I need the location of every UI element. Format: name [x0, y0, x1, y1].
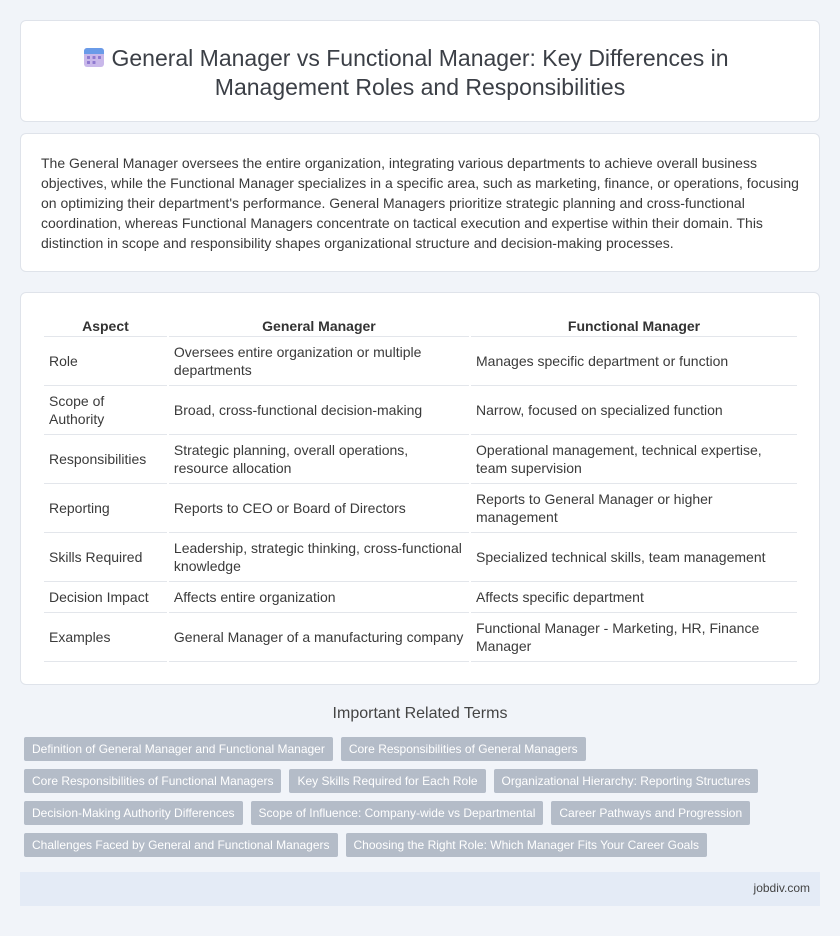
general-manager-cell: Affects entire organization — [169, 582, 469, 613]
general-manager-cell: Broad, cross-functional decision-making — [169, 386, 469, 435]
table-row — [44, 582, 797, 613]
related-term-tag[interactable]: Organizational Hierarchy: Reporting Structures — [494, 769, 759, 793]
header-aspect: Aspect — [44, 310, 167, 337]
footer — [20, 872, 820, 906]
title-card — [20, 20, 820, 122]
table-row — [44, 613, 797, 662]
functional-manager-cell: Reports to General Manager or higher management — [471, 484, 797, 533]
table-row — [44, 435, 797, 484]
comparison-table — [42, 310, 799, 662]
table-row — [44, 386, 797, 435]
related-terms-row — [24, 737, 586, 761]
aspect-cell: Reporting — [44, 484, 167, 533]
general-manager-cell: General Manager of a manufacturing company — [169, 613, 469, 662]
functional-manager-cell: Manages specific department or function — [471, 337, 797, 386]
aspect-cell: Examples — [44, 613, 167, 662]
related-term-tag[interactable]: Choosing the Right Role: Which Manager Fits Your Career Goals — [346, 833, 708, 857]
summary-card — [20, 133, 820, 272]
aspect-cell: Role — [44, 337, 167, 386]
related-terms-row — [24, 769, 758, 793]
aspect-cell: Responsibilities — [44, 435, 167, 484]
functional-manager-cell: Specialized technical skills, team management — [471, 533, 797, 582]
general-manager-cell: Strategic planning, overall operations, resource allocation — [169, 435, 469, 484]
table-row — [44, 337, 797, 386]
functional-manager-cell: Affects specific department — [471, 582, 797, 613]
related-term-tag[interactable]: Scope of Influence: Company-wide vs Departmental — [251, 801, 544, 825]
table-header-row — [44, 310, 797, 337]
functional-manager-cell: Narrow, focused on specialized function — [471, 386, 797, 435]
related-term-tag[interactable]: Core Responsibilities of General Managers — [341, 737, 586, 761]
related-terms-row — [24, 833, 707, 857]
aspect-cell: Decision Impact — [44, 582, 167, 613]
header-functional-manager: Functional Manager — [471, 310, 797, 337]
table-row — [44, 533, 797, 582]
header-general-manager: General Manager — [169, 310, 469, 337]
related-term-tag[interactable]: Key Skills Required for Each Role — [289, 769, 485, 793]
related-term-tag[interactable]: Challenges Faced by General and Functional Managers — [24, 833, 338, 857]
aspect-cell: Scope of Authority — [44, 386, 167, 435]
related-terms-heading: Important Related Terms — [332, 705, 508, 722]
related-term-tag[interactable]: Core Responsibilities of Functional Managers — [24, 769, 281, 793]
related-term-tag[interactable]: Decision-Making Authority Differences — [24, 801, 243, 825]
functional-manager-cell: Functional Manager - Marketing, HR, Finance Manager — [471, 613, 797, 662]
footer-site-link[interactable]: jobdiv.com — [753, 881, 810, 895]
page-title-line-2: Management Roles and Responsibilities — [214, 74, 626, 100]
related-term-tag[interactable]: Definition of General Manager and Functional Manager — [24, 737, 333, 761]
functional-manager-cell: Operational management, technical expertise, team supervision — [471, 435, 797, 484]
aspect-cell: Skills Required — [44, 533, 167, 582]
summary-text: The General Manager oversees the entire organization, integrating various departments to achieve overall business objectives, while the Functional Manager specializes in a specific area, such as marketing, finance, or operations, focusing on optimizing their department's performance. General Managers prioritize strategic planning and cross-functional coordination, whereas Functional Managers concentrate on tactical execution and expertise within their domain. This distinction in scope and responsibility shapes organizational structure and decision-making processes. — [41, 155, 799, 251]
general-manager-cell: Oversees entire organization or multiple departments — [169, 337, 469, 386]
general-manager-cell: Reports to CEO or Board of Directors — [169, 484, 469, 533]
comparison-table-card — [20, 292, 820, 685]
general-manager-cell: Leadership, strategic thinking, cross-functional knowledge — [169, 533, 469, 582]
related-term-tag[interactable]: Career Pathways and Progression — [551, 801, 750, 825]
related-terms-row — [24, 801, 750, 825]
page-title-line-1: General Manager vs Functional Manager: Key Differences in — [111, 45, 729, 71]
table-row — [44, 484, 797, 533]
page-title — [21, 44, 819, 102]
